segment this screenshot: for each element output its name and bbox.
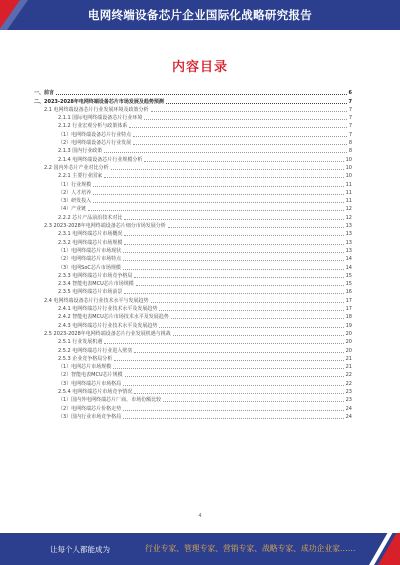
toc-entry-title: （3）国内行业市场竞争格局	[58, 413, 122, 420]
report-title: 电网终端设备芯片企业国际化战略研究报告	[87, 8, 313, 22]
toc-entry[interactable]	[34, 254, 352, 262]
toc-leader-dots	[173, 335, 344, 336]
toc-entry-page: 7	[348, 115, 352, 122]
toc-entry[interactable]	[34, 362, 352, 370]
toc-entry-page: 19	[345, 322, 352, 329]
toc-entry-page: 20	[345, 347, 352, 354]
toc-entry[interactable]	[34, 337, 352, 345]
toc-entry-page: 6	[348, 90, 352, 97]
toc-entry-page: 14	[345, 256, 352, 263]
toc-entry-page: 22	[345, 372, 352, 379]
toc-entry-page: 15	[345, 281, 352, 288]
toc-entry[interactable]	[34, 96, 352, 104]
toc-entry-title: （2）智能电表MCU芯片规模	[58, 372, 123, 379]
toc-entry-title: （2）电网终端芯片价格走势	[58, 405, 122, 412]
toc-entry-title: 2.4.1 电网终端芯片行业技术水平及发展趋势	[58, 306, 158, 313]
toc-entry-page: 24	[345, 413, 352, 420]
toc-leader-dots	[133, 136, 347, 137]
toc-entry-title: 2.1.2 行业宏观分析与政策体系	[58, 123, 128, 130]
toc-entry-page: 12	[345, 214, 352, 221]
toc-leader-dots	[151, 302, 344, 303]
toc-entry-title: 2.2.2 芯片产品前沿技术对比	[58, 214, 123, 221]
toc-heading: 内容目录	[171, 60, 228, 75]
toc-entry[interactable]	[34, 395, 352, 403]
page-header	[0, 0, 400, 30]
toc-entry-page: 13	[345, 231, 352, 238]
toc-entry[interactable]	[34, 146, 352, 154]
toc-leader-dots	[134, 393, 343, 394]
toc-entry-page: 13	[345, 239, 352, 246]
toc-entry-page: 22	[345, 380, 352, 387]
toc-entry-page: 10	[345, 164, 352, 171]
toc-leader-dots	[124, 293, 343, 294]
toc-leader-dots	[56, 94, 347, 95]
toc-leader-dots	[163, 401, 343, 402]
toc-leader-dots	[151, 111, 347, 112]
toc-leader-dots	[124, 219, 343, 220]
toc-entry-title: （1）国内外电网终端芯片厂商、市场份额比较	[58, 397, 162, 404]
toc-entry-page: 17	[345, 297, 352, 304]
toc-entry-title: 2.3.2 电网终端芯片市场规模	[58, 239, 123, 246]
toc-entry-page: 8	[348, 148, 352, 155]
toc-entry[interactable]	[34, 163, 352, 171]
toc-leader-dots	[93, 202, 343, 203]
toc-leader-dots	[168, 227, 344, 228]
toc-entry-title: （1）电网芯片市场规模	[58, 364, 112, 371]
toc-entry[interactable]	[34, 271, 352, 279]
toc-leader-dots	[104, 152, 347, 153]
toc-entry-page: 21	[345, 355, 352, 362]
toc-leader-dots	[133, 144, 347, 145]
toc-leader-dots	[104, 343, 343, 344]
toc-entry-title: 2.3.1 电网终端芯片市场概况	[58, 231, 123, 238]
toc-entry[interactable]	[34, 212, 352, 220]
toc-entry-title: 2.3 2023-2028年电网终端设备芯片细分市场发展分析	[44, 223, 166, 230]
table-of-contents	[34, 88, 352, 420]
toc-entry[interactable]	[34, 105, 352, 113]
toc-entry[interactable]	[34, 237, 352, 245]
toc-entry-title: （1）电网终端设备芯片行业特点	[58, 131, 132, 138]
toc-entry-title: 2.5 2023-2028年电网终端设备芯片行业发展机遇与挑战	[44, 330, 171, 337]
toc-entry-title: （3）研发投入	[58, 198, 92, 205]
toc-leader-dots	[171, 318, 344, 319]
toc-entry[interactable]	[34, 129, 352, 137]
toc-entry[interactable]	[34, 412, 352, 420]
toc-leader-dots	[129, 127, 346, 128]
toc-entry[interactable]	[34, 370, 352, 378]
toc-entry-title: 2.1.4 电网终端设备芯片行业规模分析	[58, 156, 143, 163]
toc-entry-title: 2.3.3 电网终端芯片市场竞争格局	[58, 272, 133, 279]
toc-entry[interactable]	[34, 229, 352, 237]
toc-entry-title: （4）产业链	[58, 206, 87, 213]
toc-entry[interactable]	[34, 246, 352, 254]
toc-leader-dots	[93, 194, 343, 195]
toc-leader-dots	[134, 352, 343, 353]
toc-leader-dots	[159, 327, 343, 328]
toc-entry[interactable]	[34, 320, 352, 328]
toc-entry-page: 14	[345, 264, 352, 271]
toc-entry-page: 7	[348, 131, 352, 138]
toc-entry[interactable]	[34, 279, 352, 287]
toc-entry[interactable]	[34, 121, 352, 129]
toc-leader-dots	[144, 161, 343, 162]
toc-leader-dots	[104, 177, 343, 178]
toc-entry[interactable]	[34, 262, 352, 270]
toc-entry[interactable]	[34, 378, 352, 386]
toc-entry[interactable]	[34, 387, 352, 395]
toc-entry-page: 7	[348, 98, 352, 105]
toc-entry-page: 13	[345, 223, 352, 230]
toc-entry-page: 7	[348, 106, 352, 113]
toc-entry[interactable]	[34, 188, 352, 196]
toc-entry[interactable]	[34, 154, 352, 162]
toc-entry-title: 2.3.4 智能电表MCU芯片市场规模	[58, 281, 134, 288]
toc-entry-title: （2）电网终端芯片市场特点	[58, 256, 122, 263]
toc-entry-page: 23	[345, 388, 352, 395]
toc-entry-page: 20	[345, 339, 352, 346]
toc-leader-dots	[88, 210, 343, 211]
toc-entry-title: 2.5.4 电网终端芯片市场竞争情况	[58, 388, 133, 395]
footer-roles: 行业专家、管理专家、营销专家、战略专家、成功企业家……	[145, 544, 356, 553]
toc-entry-title: 2.2.1 主要行业国家	[58, 173, 103, 180]
page-number: 4	[198, 513, 202, 519]
toc-entry-title: 2.1.1 国际电网终端设备芯片行业环境	[58, 115, 143, 122]
toc-entry[interactable]	[34, 329, 352, 337]
toc-entry[interactable]	[34, 113, 352, 121]
toc-entry[interactable]	[34, 138, 352, 146]
toc-entry-page: 10	[345, 173, 352, 180]
toc-entry-page: 24	[345, 405, 352, 412]
footer-slogan: 让每个人都能成为	[50, 545, 110, 554]
toc-entry[interactable]	[34, 304, 352, 312]
toc-entry[interactable]	[34, 354, 352, 362]
toc-leader-dots	[113, 368, 343, 369]
toc-entry-page: 11	[345, 181, 352, 188]
toc-leader-dots	[123, 252, 343, 253]
toc-entry-page: 21	[345, 364, 352, 371]
toc-leader-dots	[123, 418, 343, 419]
toc-leader-dots	[136, 285, 344, 286]
toc-entry[interactable]	[34, 295, 352, 303]
toc-entry-page: 8	[348, 140, 352, 147]
toc-entry-page: 18	[345, 314, 352, 321]
toc-entry-title: （3）电网终端芯片市场格局	[58, 380, 122, 387]
toc-leader-dots	[111, 169, 344, 170]
toc-entry-page: 10	[345, 156, 352, 163]
toc-entry-title: 2.3.5 电网终端芯片市场前景	[58, 289, 123, 296]
toc-entry-title: 2.1 电网终端设备芯片行业发展环境及政策分析	[44, 106, 149, 113]
toc-entry[interactable]	[34, 345, 352, 353]
toc-entry[interactable]	[34, 196, 352, 204]
toc-entry[interactable]	[34, 312, 352, 320]
toc-entry-title: （2）电网终端设备芯片行业发展	[58, 140, 132, 147]
toc-entry[interactable]	[34, 204, 352, 212]
toc-entry-title: 2.5.3 企业竞争格局分析	[58, 355, 113, 362]
toc-entry-title: 2.4.2 智能电表MCU芯片市场技术水平及发展趋势	[58, 314, 169, 321]
toc-leader-dots	[124, 235, 343, 236]
toc-leader-dots	[125, 376, 344, 377]
toc-leader-dots	[134, 277, 343, 278]
toc-entry-title: 2.1.3 国内行业政策	[58, 148, 103, 155]
toc-entry-title: 一、前言	[34, 90, 55, 97]
toc-leader-dots	[159, 310, 343, 311]
toc-leader-dots	[93, 186, 343, 187]
toc-entry-title: 2.5.1 行业发展机遇	[58, 339, 103, 346]
toc-entry-page: 12	[345, 206, 352, 213]
toc-entry-title: 2.2 国内外芯片产业对比分析	[44, 164, 109, 171]
toc-leader-dots	[114, 360, 343, 361]
toc-entry[interactable]	[34, 171, 352, 179]
toc-entry-title: 2.4 电网终端设备芯片行业技术水平与发展趋势	[44, 297, 149, 304]
toc-entry[interactable]	[34, 403, 352, 411]
toc-entry[interactable]	[34, 179, 352, 187]
page-footer	[0, 533, 400, 565]
toc-entry-page: 16	[345, 289, 352, 296]
toc-entry-title: 2.5.2 电网终端芯片行业进入壁垒	[58, 347, 133, 354]
toc-leader-dots	[144, 119, 346, 120]
toc-leader-dots	[123, 385, 343, 386]
toc-entry[interactable]	[34, 287, 352, 295]
toc-leader-dots	[123, 260, 343, 261]
toc-entry-title: 2.4.3 电网终端芯片行业技术水平及发展趋势	[58, 322, 158, 329]
toc-leader-dots	[124, 244, 343, 245]
toc-entry-title: （3）电网SoC芯片市场规模	[58, 264, 121, 271]
toc-entry-title: 二、2023-2028年电网终端设备芯片市场发展及趋势预测	[34, 98, 164, 105]
toc-leader-dots	[123, 269, 344, 270]
toc-entry-page: 13	[345, 247, 352, 254]
toc-entry-title: （2）人才培养	[58, 189, 92, 196]
toc-entry-title: （1）电网终端芯片市场现状	[58, 247, 122, 254]
toc-entry[interactable]	[34, 88, 352, 96]
toc-entry-page: 11	[345, 189, 352, 196]
toc-entry-page: 20	[345, 330, 352, 337]
toc-entry-page: 15	[345, 272, 352, 279]
toc-entry[interactable]	[34, 221, 352, 229]
toc-leader-dots	[166, 103, 347, 104]
toc-leader-dots	[123, 410, 343, 411]
toc-entry-page: 7	[348, 123, 352, 130]
toc-entry-page: 17	[345, 306, 352, 313]
toc-entry-page: 11	[345, 198, 352, 205]
toc-entry-title: （1）行业规模	[58, 181, 92, 188]
toc-entry-page: 23	[345, 397, 352, 404]
